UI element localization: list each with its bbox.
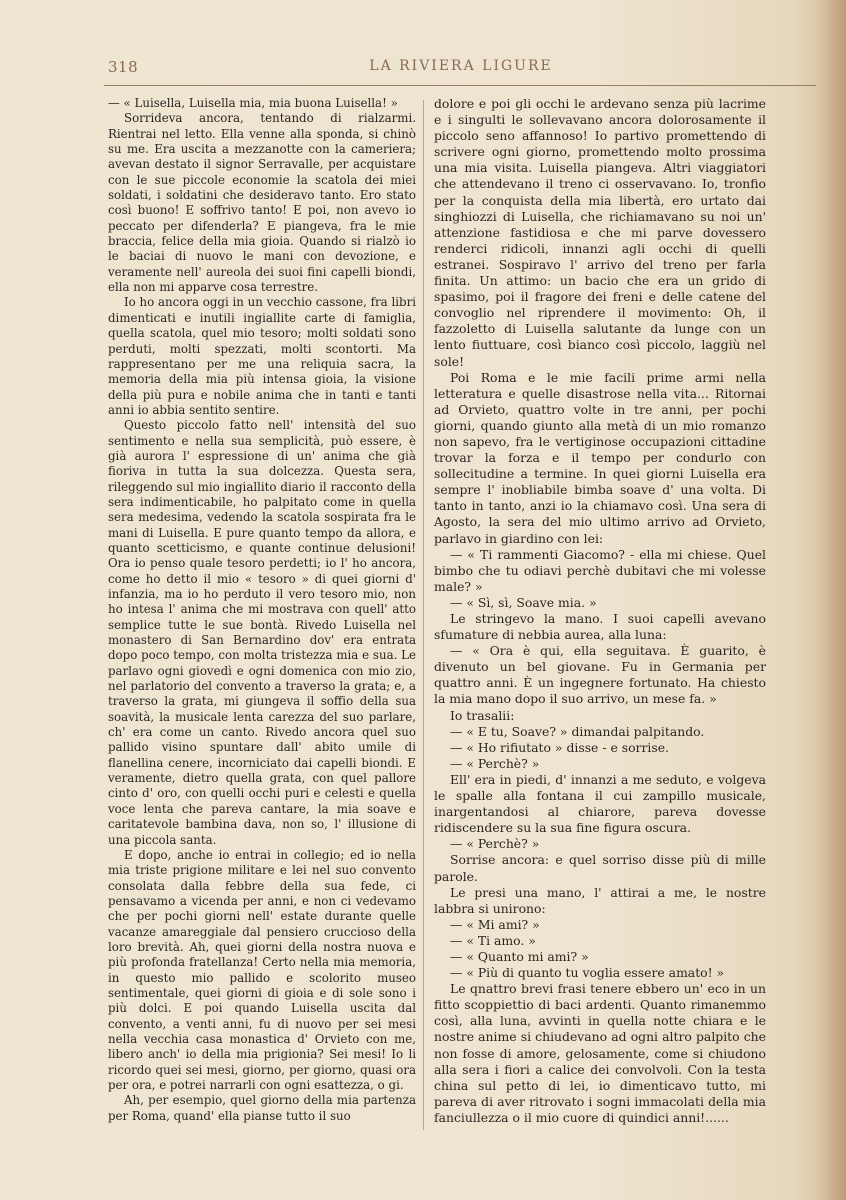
dialogue-line: — « Perchè? »	[450, 755, 540, 771]
dialogue-line: — « Quanto mi ami? »	[450, 948, 589, 964]
dialogue-line: — « Ho rifiutato » disse - e sorrise.	[450, 739, 669, 755]
paragraph: Io ho ancora oggi in un vecchio cassone, fra libri dimenticati e inutili ingiallite carte di famiglia, quella scatola, quel mio tesoro; molti soldati sono perduti, molti spezzati, molti scontorti. Ma rappresentano per me una reliquia sacra, la memoria della mia più intensa gioia, la visione della più pura e nobile anima che in tanti e tanti anni io abbia sentito sentire.	[108, 295, 416, 417]
paragraph: Le qnattro brevi frasi tenere ebbero un' eco in un fitto scoppiettio di baci ardenti. Quanto rimanemmo così, alla luna, avvinti in quella notte chiara e le nostre anime si chiudevano ad ogni altro palpito che non fosse di amore, gelosamente, come si chiudono alla sera i fiori a calice dei convolvoli. Con la testa china sul petto di lei, io dimenticavo tutto, mi pareva di aver ritrovato i sogni immacolati della mia fanciullezza o il mio cuore di quindici anni!......	[434, 981, 766, 1125]
paragraph: Le presi una mano, l' attirai a me, le nostre labbra si unirono:	[434, 884, 766, 916]
paragraph: Ah, per esempio, quel giorno della mia partenza per Roma, quand' ella pianse tutto il suo	[108, 1093, 416, 1123]
dialogue-line: — « Sì, sì, Soave mia. »	[450, 594, 597, 610]
dialogue-line: — « Più di quanto tu voglia essere amato! »	[450, 965, 725, 981]
left-column	[108, 96, 416, 1124]
page-header	[100, 58, 822, 80]
paragraph: Sorrise ancora: e quel sorriso disse più di mille parole.	[434, 852, 766, 884]
dialogue-line: — « E tu, Soave? » dimandai palpitando.	[450, 723, 705, 739]
paragraph: — « Luisella, Luisella mia, mia buona Luisella! »	[108, 96, 398, 110]
column-divider	[423, 100, 424, 1130]
dialogue-line: — « Ora è qui, ella seguitava. È guarito, è divenuto un bel giovane. Fu in Germania per quattro anni. È un ingegnere fortunato. Ha chiesto la mia mano dopo il suo arrivo, un mese fa. »	[434, 643, 766, 707]
right-column	[434, 96, 766, 1126]
paragraph: Poi Roma e le mie facili prime armi nella letteratura e quelle disastrose nella vita... Ritornai ad Orvieto, quattro volte in tre anni, per pochi giorni, quando giunto alla metà di un mio romanzo non sapevo, fra le vertiginose occupazioni cittadine trovar la forza e il tempo per condurlo con sollecitudine a termine. In quei giorni Luisella era sempre l' inobliabile bimba soave d' una volta. Di tanto in tanto, anzi io la chiamavo così. Una sera di Agosto, la sera del mio ultimo arrivo ad Orvieto, parlavo in giardino con lei:	[434, 369, 766, 546]
dialogue-line: — « Perchè? »	[450, 836, 540, 852]
paragraph: dolore e poi gli occhi le ardevano senza più lacrime e i singulti le sollevavano ancora dolorosamente il piccolo seno affannoso! Io partivo promettendo di scrivere ogni giorno, promettendo molto prossima una mia visita. Luisella piangeva. Altri viaggiatori che attendevano il treno ci osservavano. Io, tronfio per la conquista della mia libertà, ero urtato dai singhiozzi di Luisella, che richiamavano su noi un' attenzione fastidiosa e che mi parve dovessero renderci ridicoli, innanzi agli occhi di quelli estranei. Sospiravo l' arrivo del treno per farla finita. Un attimo: un bacio che era un grido di spasimo, poi il fragore dei freni e delle catene del convoglio nel riprendere il movimento: Oh, il fazzoletto di Luisella salutante da lunge con un lento fiuttuare, così bianco così piccolo, laggiù nel sole!	[434, 96, 766, 369]
page-edge-shadow	[820, 0, 846, 1200]
paragraph: Questo piccolo fatto nell' intensità del suo sentimento e nella sua semplicità, può essere, è già aurora l' espressione di un' anima che già fioriva in tutta la sua dolcezza. Questa sera, rileggendo sul mio ingiallito diario il racconto della sera indimenticabile, ho palpitato come in quella sera medesima, vedendo la scatola sospirata fra le mani di Luisella. E pure quanto tempo da allora, e quanto scetticismo, e quante continue delusioni! Ora io penso quale tesoro perdetti; io l' ho ancora, come ho detto il mio « tesoro » di quei giorni d' infanzia, ma io ho perduto il vero tesoro mio, non ho intesa l' anima che mi mostrava con quell' atto semplice tutte le sue bontà. Rivedo Luisella nel monastero di San Bernardino dov' era entrata dopo poco tempo, con molta tristezza mia e sua. Le parlavo ogni giovedì e ogni domenica con mio zio, nel parlatorio del convento a traverso la grata; e, a traverso la grata, mi giungeva il soffio della sua soavità, la musicale lenta carezza del suo parlare, ch' era come un canto. Rivedo ancora quel suo pallido visino spuntare dall' abito umile di flanellina cenere, incorniciato dai capelli biondi. E veramente, dietro quella grata, con quel pallore cinto d' oro, con quelli occhi puri e celesti e quella voce lenta che pareva cantare, la mia soave e caritatevole bambina dava, non so, l' illusione di una piccola santa.	[108, 418, 416, 847]
paragraph: Ell' era in piedi, d' innanzi a me seduto, e volgeva le spalle alla fontana il cui zampillo musicale, inargentandosi al chiarore, pareva dovesse ridiscendere su la sua fine figura oscura.	[434, 771, 766, 836]
paragraph: Sorrideva ancora, tentando di rialzarmi. Rientrai nel letto. Ella venne alla sponda, si chinò su me. Era uscita a mezzanotte con la cameriera; avevan destato il signor Serravalle, per acquistare con le sue piccole economie la scatola dei miei soldati, i soldatini che desideravo tanto. Ero stato così buono! E soffrivo tanto! E poi, non avevo io peccato per difenderla? E piangeva, fra le mie braccia, felice della mia gioia. Quando si rialzò io le baciai di nuovo le mani con devozione, e veramente nell' aureola dei suoi fini capelli biondi, ella non mi apparve cosa terrestre.	[108, 111, 416, 295]
dialogue-line: — « Ti rammenti Giacomo? - ella mi chiese. Quel bimbo che tu odiavi perchè dubitavi che mi volesse male? »	[434, 546, 766, 594]
page-number: 318	[108, 58, 139, 76]
dialogue-line: — « Mi ami? »	[450, 916, 540, 932]
header-rule	[104, 85, 816, 86]
paragraph: Io trasalii:	[450, 707, 515, 723]
dialogue-line: — « Ti amo. »	[450, 932, 536, 948]
paragraph: E dopo, anche io entrai in collegio; ed io nella mia triste prigione militare e lei nel suo convento consolata dalla febbre della sua fede, ci pensavamo a vicenda per anni, e non ci vedevamo che per pochi giorni nell' estate durante quelle vacanze amareggiale dal pensiero cruccioso della loro brevità. Ah, quei giorni della nostra nuova e più profonda fratellanza! Certo nella mia memoria, in questo mio pallido e scolorito museo sentimentale, quei giorni di gioia e di sole sono i più dolci. E poi quando Luisella uscita dal convento, a venti anni, fu di nuovo per sei mesi nella vecchia casa monastica d' Orvieto con me, libero anch' io della mia prigionia? Sei mesi! Io li ricordo quei sei mesi, giorno, per giorno, quasi ora per ora, e potrei narrarli con ogni esattezza, o gi.	[108, 847, 416, 1092]
paragraph: Le stringevo la mano. I suoi capelli avevano sfumature di nebbia aurea, alla luna:	[434, 611, 766, 643]
running-title: LA RIVIERA LIGURE	[369, 58, 553, 74]
